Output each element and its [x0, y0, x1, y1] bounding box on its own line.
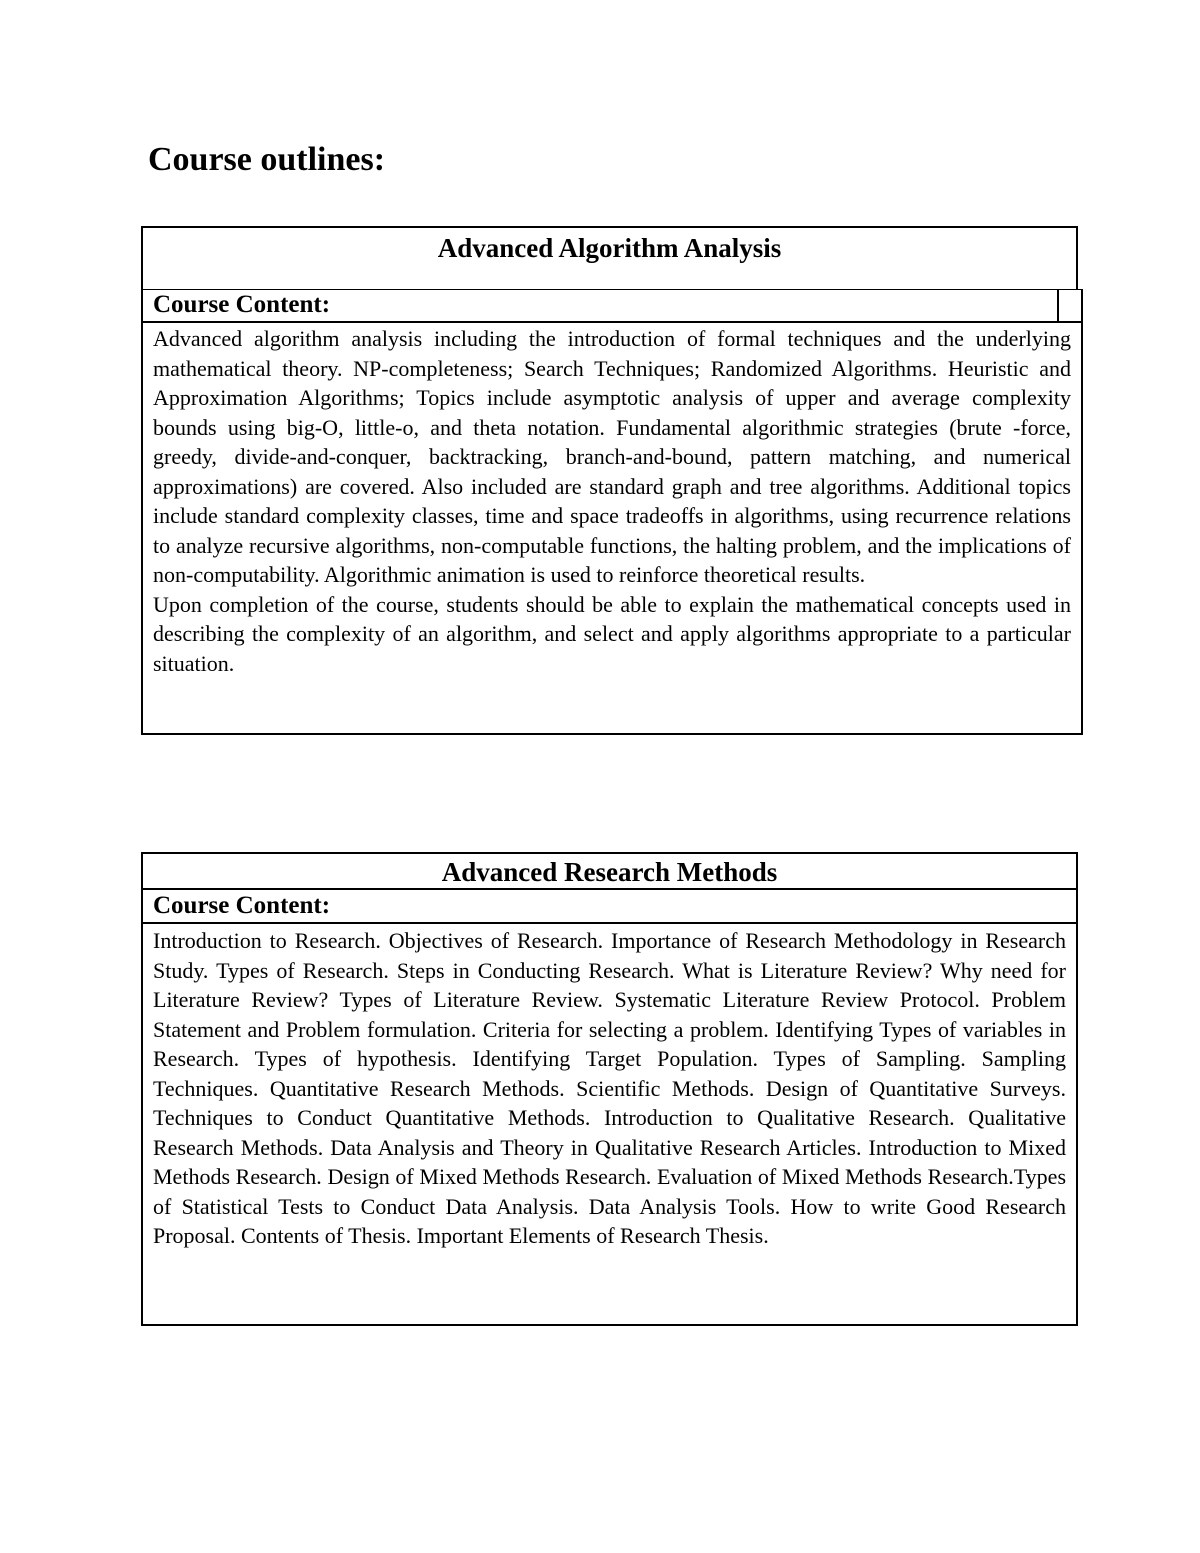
page-title: Course outlines:	[148, 141, 386, 178]
content-paragraph: Introduction to Research. Objectives of Research. Importance of Research Methodology in Research Study. Types of Research. Steps in Conducting Research. What is Literature Review? Why need for Literature Review? Types of Literature Review. Systematic Literature Review Protocol. Problem Statement and Problem formulation. Criteria for selecting a problem. Identifying Types of variables in Research. Types of hypothesis. Identifying Target Population. Types of Sampling. Sampling Techniques. Quantitative Research Methods. Scientific Methods. Design of Quantitative Surveys. Techniques to Conduct Quantitative Methods. Introduction to Qualitative Research. Qualitative Research Methods. Data Analysis and Theory in Qualitative Research Articles. Introduction to Mixed Methods Research. Design of Mixed Methods Research. Evaluation of Mixed Methods Research.Types of Statistical Tests to Conduct Data Analysis. Data Analysis Tools. How to write Good Research Proposal. Contents of Thesis. Important Elements of Research Thesis.	[153, 928, 1066, 1248]
content-label-cell-research-methods	[143, 890, 1076, 924]
content-label-algorithm-analysis: Course Content:	[153, 291, 331, 318]
course-title-algorithm-analysis: Advanced Algorithm Analysis	[437, 233, 782, 263]
course-table-research-methods	[141, 852, 1078, 1326]
content-paragraph: Upon completion of the course, students should be able to explain the mathematical concepts used in describing the complexity of an algorithm, and select and apply algorithms appropriate to a particular situation.	[153, 591, 1071, 676]
content-paragraph: Advanced algorithm analysis including the introduction of formal techniques and the underlying mathematical theory. NP-completeness; Search Techniques; Randomized Algorithms. Heuristic and Approximation Algorithms; Topics include asymptotic analysis of upper and average complexity bounds using big-O, little-o, and theta notation. Fundamental algorithmic strategies (brute -force, greedy, divide-and-conquer, backtracking, branch-and-bound, pattern matching, and numerical approximations) are covered. Also included are standard graph and tree algorithms. Additional topics include standard complexity classes, time and space tradeoffs in algorithms, using recurrence relations to analyze recursive algorithms, non-computable functions, the halting problem, and the implications of non-computability. Algorithmic animation is used to reinforce theoretical results.	[153, 326, 1071, 587]
course-content-algorithm-analysis	[141, 322, 1083, 735]
course-title-research-methods: Advanced Research Methods	[143, 854, 1076, 890]
content-label-research-methods: Course Content:	[153, 892, 331, 919]
course-title-cell-algorithm-analysis	[141, 226, 1078, 290]
empty-table-cell	[1057, 289, 1083, 323]
content-label-cell-algorithm-analysis	[141, 289, 1057, 323]
course-content-research-methods	[143, 924, 1076, 1251]
